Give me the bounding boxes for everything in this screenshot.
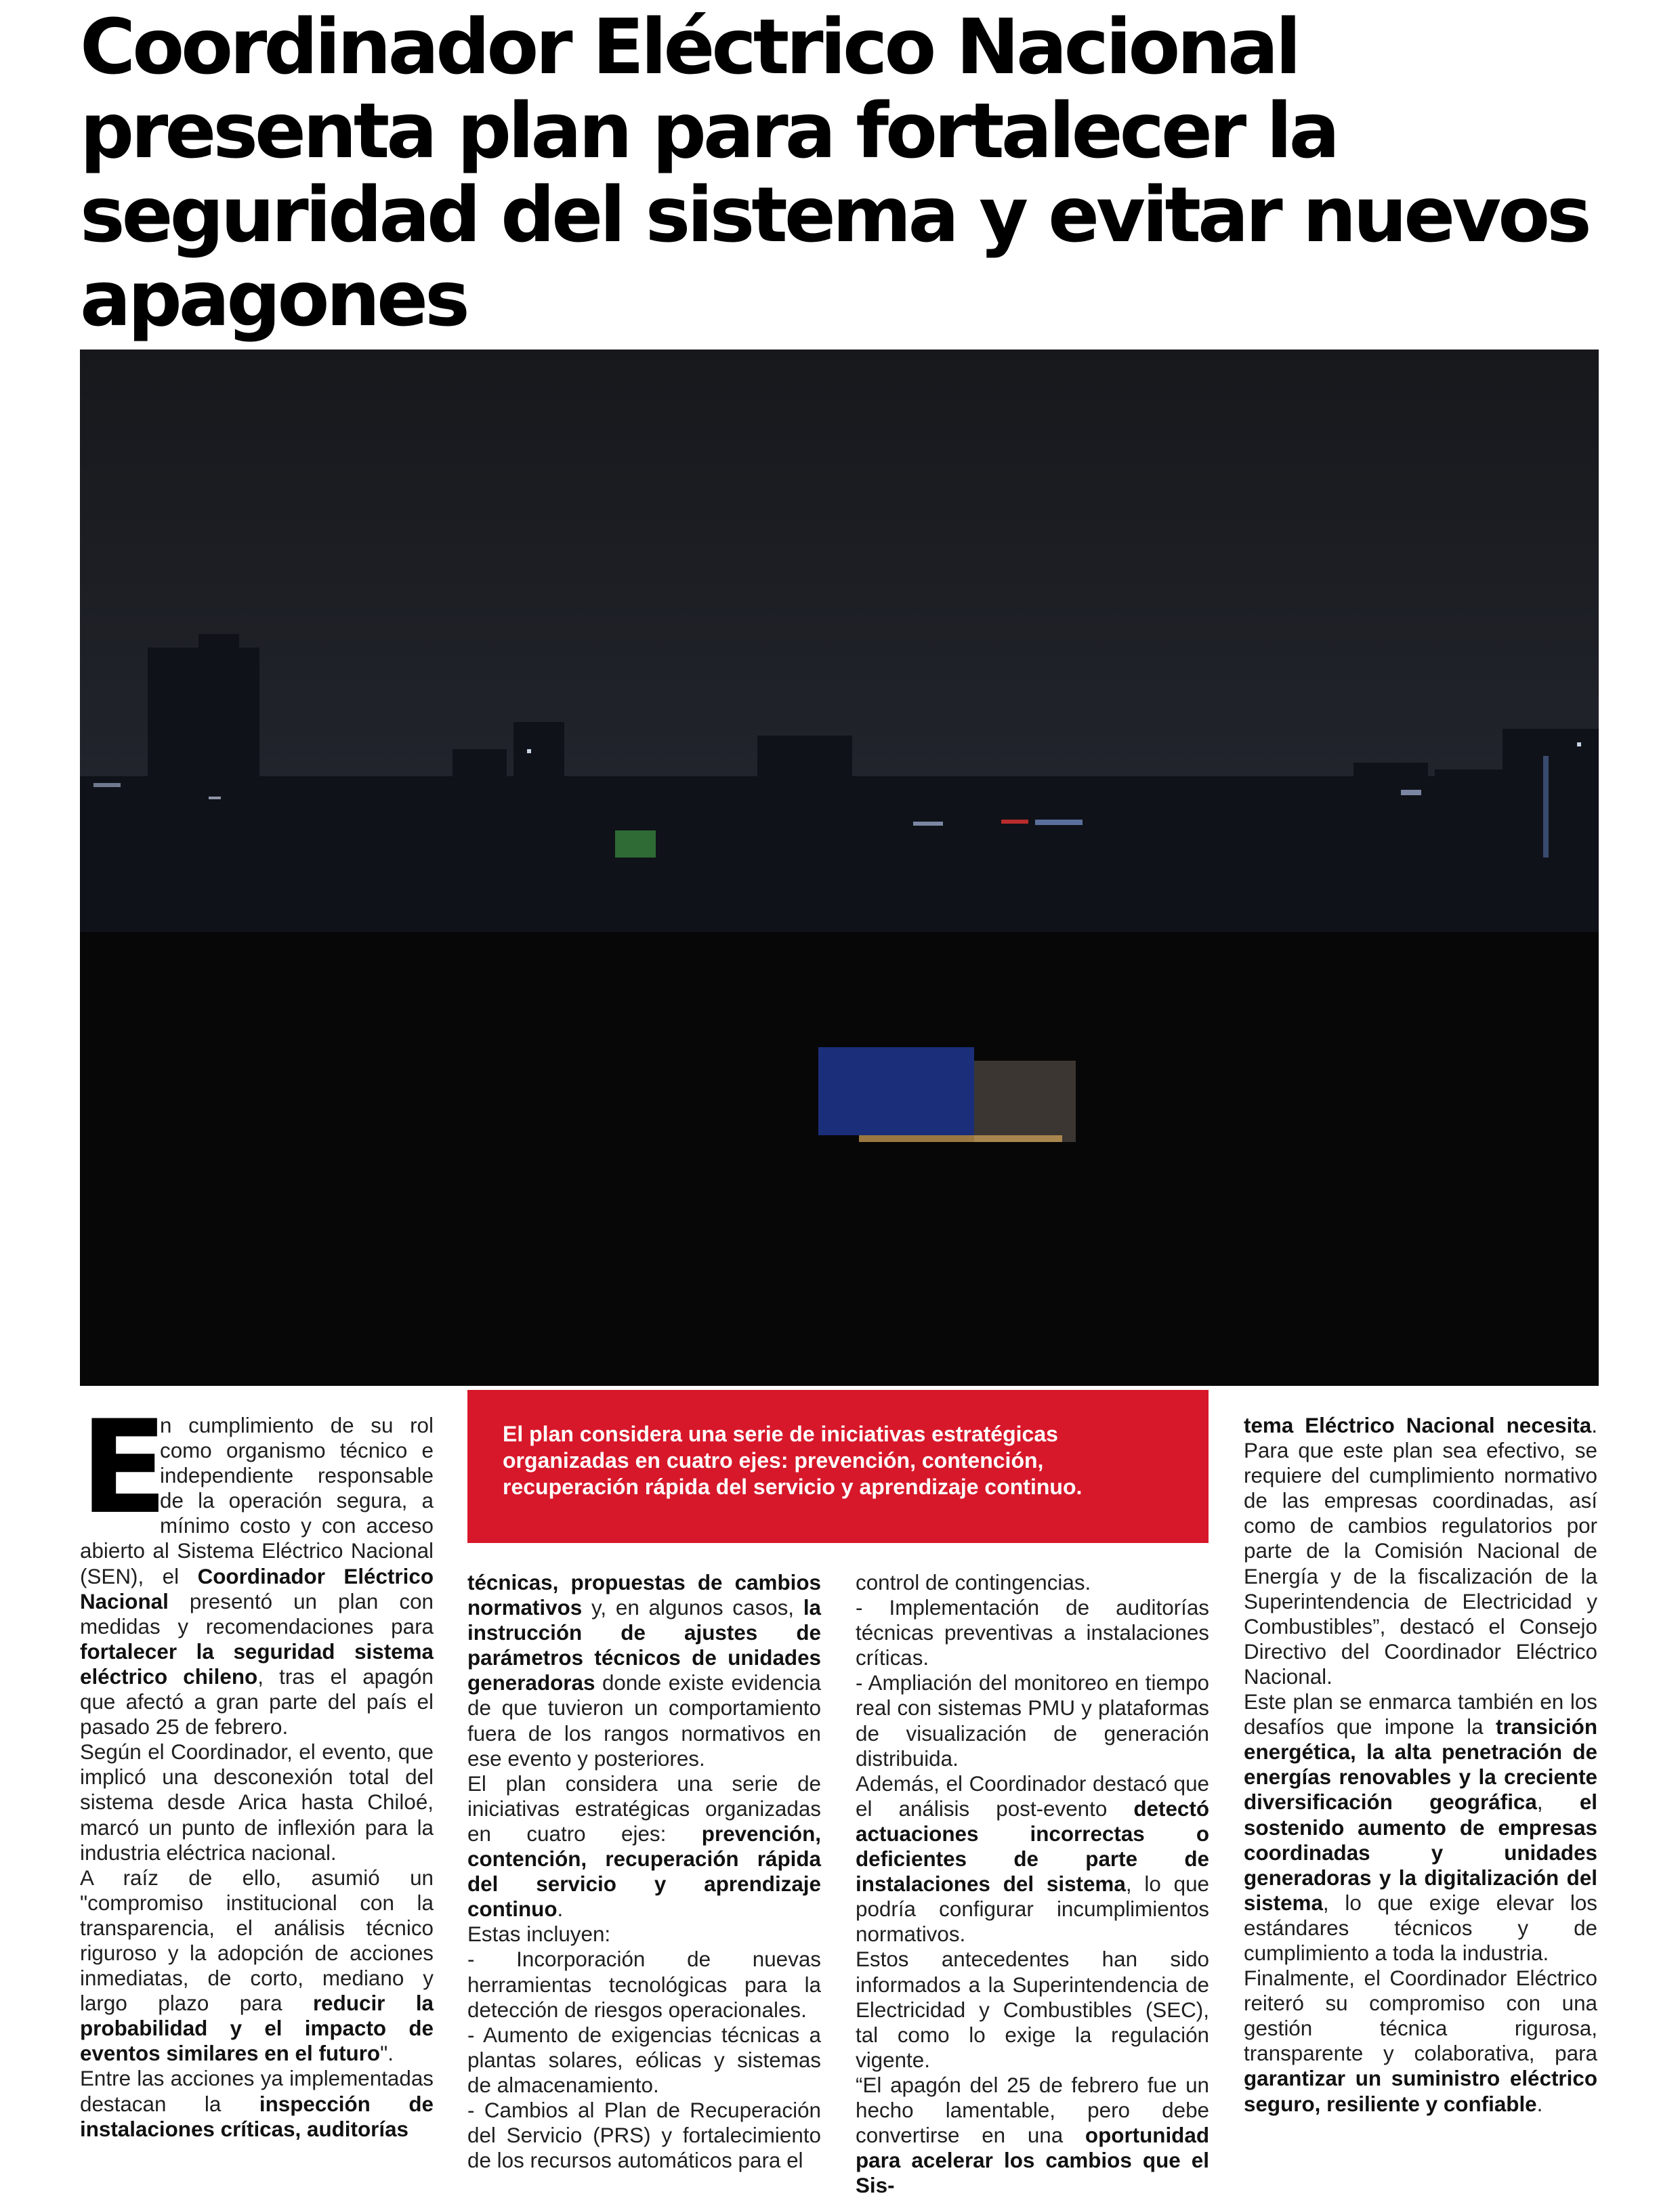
paragraph: Este plan se enmarca también en los desafíos que impone la transición energética, la alta penetración de energías renovables y la creciente diversificación geográfica, el sostenido aumento de empresas coordinadas y unidades generadoras y la digitalización del sistema, lo que exige elevar los estándares técnicos y de cumplimiento a toda la industria. — [1244, 1690, 1597, 1965]
list-item: - Ampliación del monitoreo en tiempo real con sistemas PMU y plataformas de visualización de generación distribuida. — [856, 1671, 1209, 1771]
article-column-2 — [467, 1570, 821, 2173]
paragraph: técnicas, propuestas de cambios normativos y, en algunos casos, la instrucción de ajustes de parámetros técnicos de unidades generadoras donde existe evidencia de que tuvieron un comportamiento fuera de los rangos normativos en ese evento y posteriores. — [467, 1571, 821, 1771]
article-column-1 — [80, 1393, 434, 2142]
paragraph: “El apagón del 25 de febrero fue un hecho lamentable, pero debe convertirse en una oportunidad para acelerar los cambios que el Sis- — [856, 2073, 1209, 2198]
street-light — [859, 1135, 1062, 1142]
paragraph: tema Eléctrico Nacional necesita. Para que este plan sea efectivo, se requiere del cumplimiento normativo de las empresas coordinadas, así como de cambios regulatorios por parte de la Comisión Nacional de Energía y de la fiscalización de la Superintendencia de Electricidad y Combustibles”, destacó el Consejo Directivo del Coordinador Eléctrico Nacional. — [1244, 1414, 1597, 1689]
list-item: - Aumento de exigencias técnicas a plantas solares, eólicas y sistemas de almacenamiento. — [467, 2023, 821, 2097]
paragraph: Estas incluyen: — [467, 1922, 611, 1947]
list-item: - Cambios al Plan de Recuperación del Servicio (PRS) y fortalecimiento de los recursos automáticos para el — [467, 2098, 821, 2173]
list-item: - Incorporación de nuevas herramientas tecnológicas para la detección de riesgos operacionales. — [467, 1947, 821, 2022]
paragraph: n cumplimiento de su rol como organismo técnico e independiente responsable de la operación segura, a mínimo costo y con acceso abierto al Sistema Eléctrico Nacional (SEN), el Coordinador Eléctrico Nacional presentó un plan con medidas y recomendaciones para fortalecer la seguridad sistema eléctrico chileno, tras el apagón que afectó a gran parte del país el pasado 25 de febrero. — [80, 1414, 434, 1739]
list-item: - Implementación de auditorías técnicas preventivas a instalaciones críticas. — [856, 1596, 1209, 1670]
pull-quote-callout: El plan considera una serie de iniciativas estratégicas organizadas en cuatro ejes: prevención, contención, recuperación rápida del servicio y aprendizaje continuo. — [467, 1390, 1209, 1543]
paragraph: Estos antecedentes han sido informados a la Superintendencia de Electricidad y Combustibles (SEC), tal como lo exige la regulación vigente. — [856, 1947, 1209, 2072]
paragraph: control de contingencias. — [856, 1571, 1091, 1594]
blackout-city-photo — [80, 350, 1599, 1386]
paragraph: Entre las acciones ya implementadas destacan la inspección de instalaciones críticas, auditorías — [80, 2067, 434, 2141]
drop-cap: E — [80, 1393, 168, 1542]
lit-building — [818, 1047, 974, 1135]
dark-rooftops — [80, 932, 1599, 1386]
paragraph: El plan considera una serie de iniciativas estratégicas organizadas en cuatro ejes: prevención, contención, recuperación rápida del servicio y aprendizaje continuo. — [467, 1771, 821, 1922]
article-column-4 — [1244, 1413, 1597, 2117]
headline: Coordinador Eléctrico Nacional presenta plan para fortalecer la seguridad del sistema y evitar nuevos apagones — [80, 3, 1589, 343]
lit-building-side — [974, 1061, 1076, 1142]
paragraph: Además, el Coordinador destacó que el análisis post-evento detectó actuaciones incorrectas o deficientes de parte de instalaciones del sistema, lo que podría configurar incumplimientos normativos. — [856, 1771, 1209, 1947]
article-column-3 — [856, 1570, 1209, 2198]
paragraph: A raíz de ello, asumió un "compromiso institucional con la transparencia, el análisis técnico riguroso y la adopción de acciones inmediatas, de corto, mediano y largo plazo para reducir la probabilidad y el impacto de eventos similares en el futuro". — [80, 1865, 434, 2066]
paragraph: Finalmente, el Coordinador Eléctrico reiteró su compromiso con una gestión técnica rigurosa, transparente y colaborativa, para garantizar un suministro eléctrico seguro, resiliente y confiable. — [1244, 1966, 1597, 2116]
paragraph: Según el Coordinador, el evento, que implicó una desconexión total del sistema desde Arica hasta Chiloé, marcó un punto de inflexión para la industria eléctrica nacional. — [80, 1740, 434, 1865]
